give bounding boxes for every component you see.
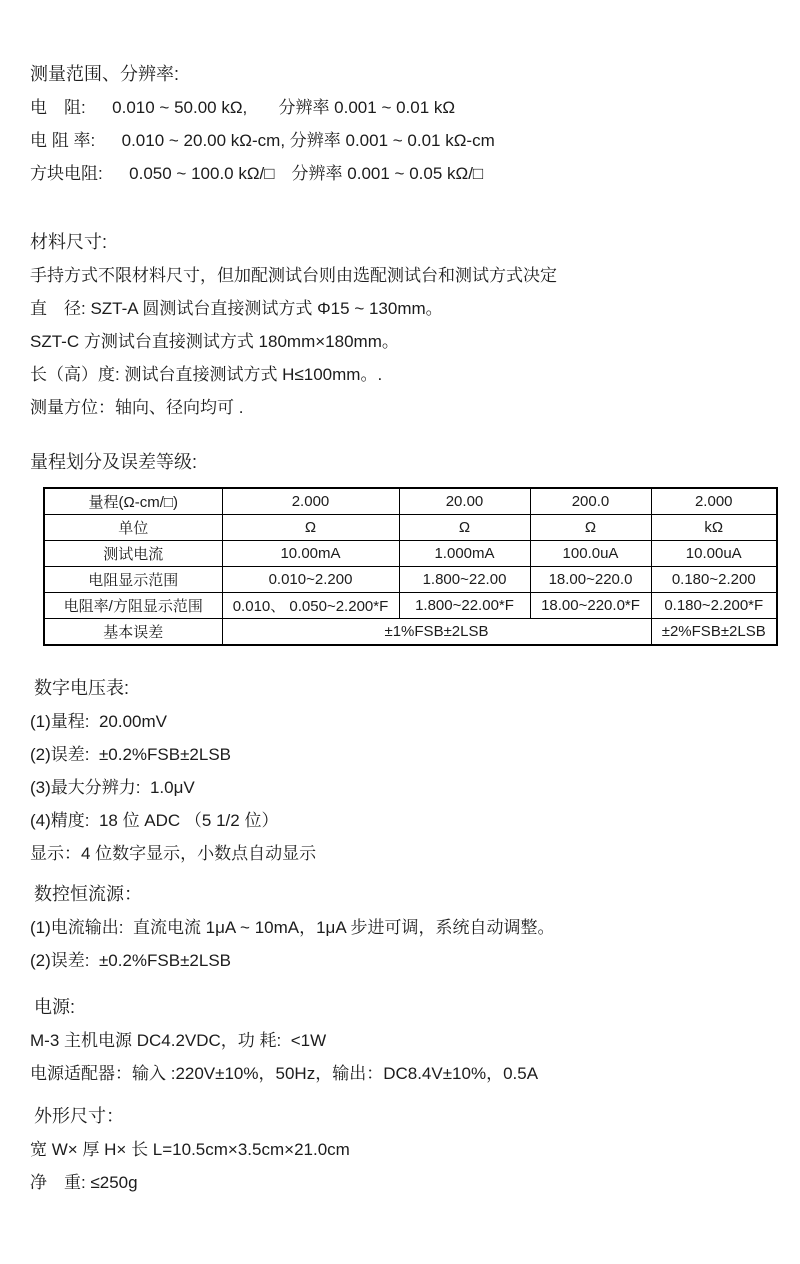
table-row-resistance-display [44, 567, 777, 593]
table-row-resistivity-display [44, 593, 777, 619]
spec-line-vm-error: (2)误差: ±0.2%FSB±2LSB [30, 745, 232, 764]
section-heading-range-error: 量程划分及误差等级: [30, 452, 198, 472]
table-cell: 1.800~22.00*F [399, 593, 530, 619]
table-cell: 10.00uA [651, 541, 777, 567]
table-cell: 2.000 [222, 488, 399, 515]
spec-line-resistance: 电 阻: 0.010 ~ 50.00 kΩ, 分辨率 0.001 ~ 0.01 kΩ [30, 98, 456, 117]
spec-line-resistivity: 电 阻 率: 0.010 ~ 20.00 kΩ-cm, 分辨率 0.001 ~ 0.01 kΩ-cm [30, 131, 495, 150]
section-measurement-range [30, 58, 782, 190]
spec-line-szt-c: SZT-C 方测试台直接测试方式 180mm×180mm。 [30, 332, 399, 351]
table-cell: Ω [530, 515, 651, 541]
table-cell: 0.180~2.200 [651, 567, 777, 593]
table-cell: 200.0 [530, 488, 651, 515]
table-cell-error-last: ±2%FSB±2LSB [651, 619, 777, 646]
table-row-test-current [44, 541, 777, 567]
table-row-range [44, 488, 777, 515]
spec-line-vm-resolution: (3)最大分辨力: 1.0μV [30, 778, 195, 797]
spec-line-sheet-resistance: 方块电阻: 0.050 ~ 100.0 kΩ/□ 分辨率 0.001 ~ 0.05 kΩ/□ [30, 164, 484, 183]
table-cell: kΩ [651, 515, 777, 541]
section-current-source [30, 878, 782, 977]
spec-line-weight: 净 重: ≤250g [30, 1173, 138, 1192]
table-cell: 0.180~2.200*F [651, 593, 777, 619]
spec-line-main-power: M-3 主机电源 DC4.2VDC，功 耗: <1W [30, 1031, 327, 1050]
spec-line-orientation: 测量方位：轴向、径向均可 . [30, 398, 244, 417]
table-row-basic-error [44, 619, 777, 646]
table-cell: Ω [399, 515, 530, 541]
spec-line-cs-error: (2)误差: ±0.2%FSB±2LSB [30, 951, 232, 970]
table-cell-error-span: ±1%FSB±2LSB [222, 619, 651, 646]
table-row-unit [44, 515, 777, 541]
spec-line-vm-precision: (4)精度: 18 位 ADC （5 1/2 位） [30, 811, 279, 830]
spec-line-diameter: 直 径: SZT-A 圆测试台直接测试方式 Φ15 ~ 130mm。 [30, 299, 443, 318]
table-cell: 1.800~22.00 [399, 567, 530, 593]
section-heading-current-source: 数控恒流源： [34, 884, 142, 904]
spec-line-vm-range: (1)量程: 20.00mV [30, 712, 167, 731]
section-heading-voltmeter: 数字电压表: [34, 678, 130, 698]
section-power [30, 991, 782, 1090]
section-voltmeter [30, 672, 782, 870]
table-cell: 100.0uA [530, 541, 651, 567]
section-heading-measurement: 测量范围、分辨率: [30, 64, 180, 84]
section-heading-power: 电源: [34, 997, 76, 1017]
section-range-error [30, 446, 782, 646]
table-cell: 10.00mA [222, 541, 399, 567]
spec-line-vm-display: 显示：4 位数字显示，小数点自动显示 [30, 844, 317, 863]
table-cell: 18.00~220.0*F [530, 593, 651, 619]
table-cell: 2.000 [651, 488, 777, 515]
table-cell: Ω [222, 515, 399, 541]
range-error-table [43, 487, 778, 646]
table-cell: 18.00~220.0 [530, 567, 651, 593]
spec-line-size: 宽 W× 厚 H× 长 L=10.5cm×3.5cm×21.0cm [30, 1140, 350, 1159]
table-cell: 20.00 [399, 488, 530, 515]
section-material-size [30, 226, 782, 424]
spec-line-adapter: 电源适配器：输入 :220V±10%，50Hz，输出：DC8.4V±10%，0.5A [30, 1064, 539, 1083]
table-cell: 1.000mA [399, 541, 530, 567]
row-label-range: 量程(Ω-cm/□) [44, 488, 222, 515]
section-dimensions [30, 1100, 782, 1199]
row-label-test-current: 测试电流 [44, 541, 222, 567]
spec-line-height: 长（高）度: 测试台直接测试方式 H≤100mm。. [30, 365, 383, 384]
row-label-basic-error: 基本误差 [44, 619, 222, 646]
section-heading-material: 材料尺寸: [30, 232, 108, 252]
spec-line-handheld: 手持方式不限材料尺寸，但加配测试台则由选配测试台和测试方式决定 [30, 266, 557, 285]
table-cell: 0.010、 0.050~2.200*F [222, 593, 399, 619]
row-label-resistivity-display: 电阻率/方阻显示范围 [44, 593, 222, 619]
spec-line-cs-output: (1)电流输出: 直流电流 1μA ~ 10mA，1μA 步进可调，系统自动调整。 [30, 918, 555, 937]
row-label-resistance-display: 电阻显示范围 [44, 567, 222, 593]
table-cell: 0.010~2.200 [222, 567, 399, 593]
section-heading-dimensions: 外形尺寸： [34, 1106, 124, 1126]
row-label-unit: 单位 [44, 515, 222, 541]
